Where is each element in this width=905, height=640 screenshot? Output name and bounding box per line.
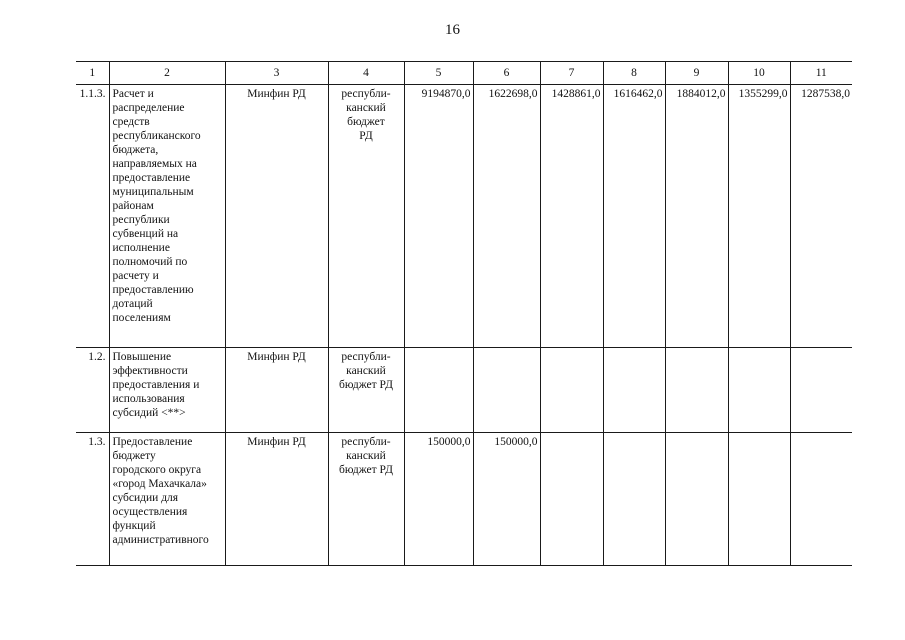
item-name-text: Расчет и распределение средств республиканского бюджета, направляемых на предоставление муниципальным районам республики субвенций на исполнение полномочий по расчету и предоставлению дотаций поселениям [112, 88, 201, 324]
value-cell: 1428861,0 [540, 85, 603, 348]
header-cell: 9 [665, 62, 728, 85]
value-cell [728, 433, 790, 566]
header-cell: 2 [109, 62, 225, 85]
value-cell [473, 348, 540, 433]
item-name-text: Повышение эффективности предоставления и использования субсидий <**> [112, 351, 200, 419]
item-name [109, 433, 225, 566]
table-row [76, 433, 852, 566]
funding-source-text: республи- канский бюджет РД [339, 436, 393, 476]
budget-table [76, 61, 852, 566]
item-name [109, 85, 225, 348]
header-cell: 6 [473, 62, 540, 85]
value-cell [790, 433, 852, 566]
executor: Минфин РД [225, 85, 328, 348]
header-cell: 5 [404, 62, 473, 85]
value-cell: 150000,0 [404, 433, 473, 566]
value-cell: 150000,0 [473, 433, 540, 566]
header-cell: 7 [540, 62, 603, 85]
value-cell: 1884012,0 [665, 85, 728, 348]
value-cell [665, 348, 728, 433]
header-cell: 11 [790, 62, 852, 85]
value-cell [540, 348, 603, 433]
funding-source [328, 85, 404, 348]
item-number: 1.1.3. [76, 85, 109, 348]
table-row [76, 85, 852, 348]
funding-source [328, 433, 404, 566]
executor: Минфин РД [225, 348, 328, 433]
item-name-text: Предоставление бюджету городского округа «город Махачкала» субсидии для осуществления функций административного [112, 436, 209, 546]
value-cell: 9194870,0 [404, 85, 473, 348]
value-cell: 1287538,0 [790, 85, 852, 348]
funding-source [328, 348, 404, 433]
header-cell: 4 [328, 62, 404, 85]
funding-source-text: республи- канский бюджет РД [341, 88, 391, 142]
item-number: 1.2. [76, 348, 109, 433]
page-number: 16 [445, 22, 460, 38]
header-cell: 10 [728, 62, 790, 85]
executor: Минфин РД [225, 433, 328, 566]
value-cell [790, 348, 852, 433]
value-cell: 1622698,0 [473, 85, 540, 348]
value-cell [728, 348, 790, 433]
header-cell: 3 [225, 62, 328, 85]
item-name [109, 348, 225, 433]
funding-source-text: республи- канский бюджет РД [339, 351, 393, 391]
value-cell [603, 348, 665, 433]
value-cell: 1355299,0 [728, 85, 790, 348]
value-cell [404, 348, 473, 433]
value-cell [665, 433, 728, 566]
header-row [76, 62, 852, 85]
value-cell: 1616462,0 [603, 85, 665, 348]
table-row [76, 348, 852, 433]
item-number: 1.3. [76, 433, 109, 566]
value-cell [540, 433, 603, 566]
value-cell [603, 433, 665, 566]
header-cell: 8 [603, 62, 665, 85]
header-cell: 1 [76, 62, 109, 85]
